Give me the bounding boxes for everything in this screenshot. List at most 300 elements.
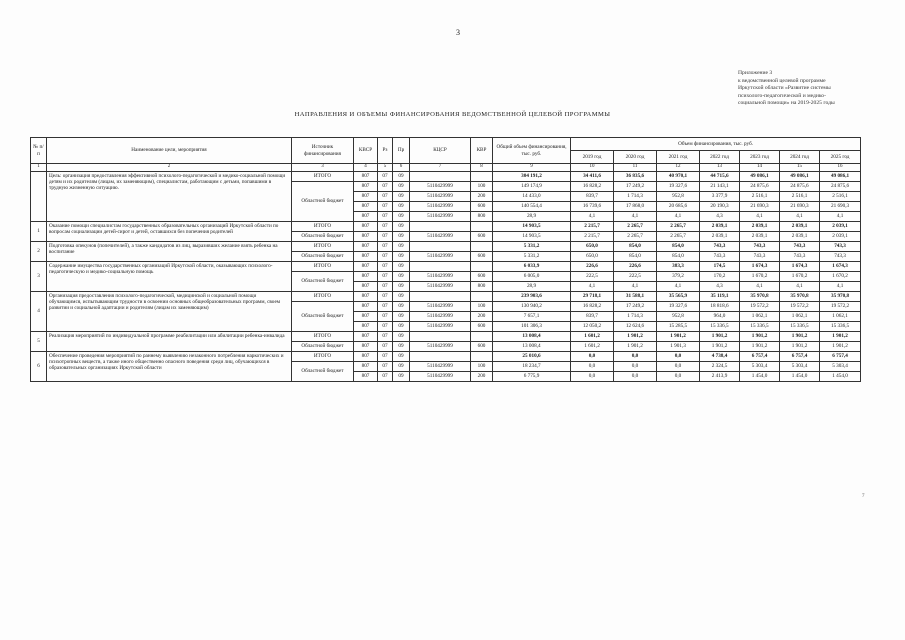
year-value-cell: 4,1: [571, 212, 614, 222]
total-cell: 140 554,4: [493, 202, 571, 212]
year-value-cell: 34 411,6: [571, 172, 614, 182]
year-value-cell: 2 039,1: [740, 222, 780, 232]
year-value-cell: 35 970,8: [740, 292, 780, 302]
rz-cell: 07: [378, 212, 393, 222]
kvsr-cell: 807: [354, 362, 378, 372]
year-value-cell: 2 039,1: [740, 232, 780, 242]
total-cell: 5 331,2: [493, 252, 571, 262]
kvr-cell: 600: [471, 272, 493, 282]
appendix-line: к ведомственной целевой программе: [738, 77, 826, 84]
year-value-cell: 0,0: [614, 362, 657, 372]
year-value-cell: 4,1: [571, 282, 614, 292]
kcsr-cell: 5110429999: [410, 272, 471, 282]
year-value-cell: 0,0: [614, 372, 657, 382]
year-value-cell: 15 336,5: [780, 322, 820, 332]
year-value-cell: 4,1: [740, 282, 780, 292]
column-number-row: [31, 164, 861, 172]
year-value-cell: 17 868,0: [614, 202, 657, 212]
pr-cell: 09: [393, 172, 410, 182]
year-value-cell: 839,7: [571, 312, 614, 322]
year-value-cell: 743,3: [740, 252, 780, 262]
year-value-cell: 35 565,9: [657, 292, 700, 302]
total-cell: 6 775,9: [493, 372, 571, 382]
year-value-cell: 854,0: [614, 242, 657, 252]
header-year: 2025 год: [820, 151, 861, 164]
header-source: Источник финансирования: [292, 138, 354, 164]
year-value-cell: 35 970,8: [780, 292, 820, 302]
kvsr-cell: 807: [354, 342, 378, 352]
kvsr-cell: 807: [354, 192, 378, 202]
pr-cell: 09: [393, 332, 410, 342]
year-value-cell: 1 670,2: [740, 272, 780, 282]
kvr-cell: 200: [471, 192, 493, 202]
year-value-cell: 16 828,2: [571, 182, 614, 192]
kvsr-cell: 807: [354, 322, 378, 332]
year-value-cell: 650,0: [571, 252, 614, 262]
year-value-cell: 19 572,2: [740, 302, 780, 312]
header-name: Наименование цели, мероприятия: [47, 138, 292, 164]
header-year: 2020 год: [614, 151, 657, 164]
year-value-cell: 49 086,1: [820, 172, 861, 182]
funding-source: ИТОГО: [292, 262, 354, 272]
rz-cell: 07: [378, 202, 393, 212]
total-cell: 6 005,0: [493, 272, 571, 282]
year-value-cell: 15 336,5: [820, 322, 861, 332]
column-number: 11: [614, 164, 657, 172]
total-cell: 149 174,9: [493, 182, 571, 192]
kvsr-cell: 807: [354, 352, 378, 362]
year-value-cell: 49 086,1: [740, 172, 780, 182]
total-cell: 28,9: [493, 282, 571, 292]
column-number: 9: [493, 164, 571, 172]
total-cell: 13 008,4: [493, 342, 571, 352]
header-kvsr: КВСР: [354, 138, 378, 164]
year-value-cell: 31 588,1: [614, 292, 657, 302]
kvsr-cell: 807: [354, 262, 378, 272]
row-number: 2: [31, 242, 47, 262]
year-value-cell: 379,2: [657, 272, 700, 282]
appendix-line: психолого-педагогической и медико-: [738, 92, 826, 99]
rz-cell: 07: [378, 242, 393, 252]
year-value-cell: 2 215,7: [571, 222, 614, 232]
year-value-cell: 226,6: [614, 262, 657, 272]
year-value-cell: 1 901,2: [614, 332, 657, 342]
kcsr-cell: [410, 352, 471, 362]
year-value-cell: 24 875,6: [780, 182, 820, 192]
column-number: 10: [571, 164, 614, 172]
year-value-cell: 1 601,2: [571, 342, 614, 352]
year-value-cell: 4,1: [820, 282, 861, 292]
year-value-cell: 19 572,2: [780, 302, 820, 312]
column-number: 7: [410, 164, 471, 172]
year-value-cell: 2 516,1: [740, 192, 780, 202]
year-value-cell: 2 039,1: [820, 232, 861, 242]
header-year: 2023 год: [740, 151, 780, 164]
table-row: [31, 242, 861, 252]
header-year: 2022 год: [700, 151, 740, 164]
year-value-cell: 15 336,5: [740, 322, 780, 332]
pr-cell: 09: [393, 342, 410, 352]
column-number: 8: [471, 164, 493, 172]
kvr-cell: [471, 292, 493, 302]
year-value-cell: 1 454,0: [820, 372, 861, 382]
total-cell: 14 903,5: [493, 222, 571, 232]
kvsr-cell: 807: [354, 292, 378, 302]
funding-source: ИТОГО: [292, 172, 354, 182]
kvr-cell: 600: [471, 322, 493, 332]
column-number: 3: [292, 164, 354, 172]
year-value-cell: 5 303,4: [780, 362, 820, 372]
year-value-cell: 170,2: [700, 272, 740, 282]
year-value-cell: 2 413,9: [700, 372, 740, 382]
year-value-cell: 1 901,2: [780, 342, 820, 352]
funding-source: Областной бюджет: [292, 232, 354, 242]
year-value-cell: 0,0: [657, 352, 700, 362]
funding-source: Областной бюджет: [292, 302, 354, 332]
total-cell: 28,9: [493, 212, 571, 222]
rz-cell: 07: [378, 312, 393, 322]
table-row: [31, 172, 861, 182]
year-value-cell: 4,1: [657, 212, 700, 222]
pr-cell: 09: [393, 292, 410, 302]
year-value-cell: 4,1: [657, 282, 700, 292]
total-cell: 130 940,2: [493, 302, 571, 312]
kcsr-cell: 5110429999: [410, 182, 471, 192]
kvr-cell: 100: [471, 182, 493, 192]
kcsr-cell: 5110429999: [410, 252, 471, 262]
measure-name: Организация предоставления психолого-педагогической, медицинской и социальной помощи обучающимся, испытывающим трудности в освоении основных общеобразовательных программ, своем развитии и социальной адаптации и родителям (лицам их заменяющим): [47, 292, 292, 332]
year-value-cell: 17 249,2: [614, 302, 657, 312]
year-value-cell: 3 377,9: [700, 192, 740, 202]
rz-cell: 07: [378, 232, 393, 242]
year-value-cell: 36 835,6: [614, 172, 657, 182]
measure-name: Содержание имущества государственных организаций Иркутской области, оказывающих психолого-педагогическую и медико-социальную помощь: [47, 262, 292, 292]
year-value-cell: 4,1: [740, 212, 780, 222]
year-value-cell: 854,0: [657, 252, 700, 262]
year-value-cell: 2 215,7: [571, 232, 614, 242]
year-value-cell: 6 757,4: [740, 352, 780, 362]
year-value-cell: 964,0: [700, 312, 740, 322]
rz-cell: 07: [378, 272, 393, 282]
year-value-cell: 2 039,1: [700, 222, 740, 232]
kvsr-cell: 807: [354, 252, 378, 262]
year-value-cell: 1 714,3: [614, 312, 657, 322]
rz-cell: 07: [378, 352, 393, 362]
table-row: [31, 222, 861, 232]
year-value-cell: 1 670,2: [780, 272, 820, 282]
year-value-cell: 0,0: [571, 352, 614, 362]
kvr-cell: 800: [471, 282, 493, 292]
year-value-cell: 0,0: [571, 362, 614, 372]
kvr-cell: 800: [471, 212, 493, 222]
kvr-cell: 100: [471, 362, 493, 372]
pr-cell: 09: [393, 212, 410, 222]
kvr-cell: [471, 222, 493, 232]
kvsr-cell: 807: [354, 222, 378, 232]
funding-source: ИТОГО: [292, 222, 354, 232]
year-value-cell: 1 901,2: [740, 342, 780, 352]
kcsr-cell: [410, 172, 471, 182]
year-value-cell: 19 572,2: [820, 302, 861, 312]
year-value-cell: 15 285,5: [657, 322, 700, 332]
year-value-cell: 2 516,1: [820, 192, 861, 202]
kvsr-cell: 807: [354, 172, 378, 182]
year-value-cell: 4,1: [780, 282, 820, 292]
year-value-cell: 15 336,5: [700, 322, 740, 332]
total-cell: 13 008,4: [493, 332, 571, 342]
year-value-cell: 12 050,2: [571, 322, 614, 332]
year-value-cell: 743,3: [820, 242, 861, 252]
appendix-note: [738, 70, 888, 108]
year-value-cell: 1 901,2: [820, 332, 861, 342]
header-total: Общий объем финансирования, тыс. руб.: [493, 138, 571, 164]
total-cell: 304 191,2: [493, 172, 571, 182]
year-value-cell: 1 901,2: [700, 342, 740, 352]
year-value-cell: 1 454,0: [740, 372, 780, 382]
pr-cell: 09: [393, 272, 410, 282]
year-value-cell: 1 454,0: [780, 372, 820, 382]
year-value-cell: 2 039,1: [700, 232, 740, 242]
year-value-cell: 49 086,1: [780, 172, 820, 182]
kvsr-cell: 807: [354, 242, 378, 252]
rz-cell: 07: [378, 262, 393, 272]
year-value-cell: 952,8: [657, 312, 700, 322]
kvsr-cell: 807: [354, 182, 378, 192]
year-value-cell: 1 670,2: [820, 272, 861, 282]
year-value-cell: 226,6: [571, 262, 614, 272]
row-number: 4: [31, 292, 47, 332]
kvr-cell: [471, 242, 493, 252]
year-value-cell: 1 714,3: [614, 192, 657, 202]
measure-name: Реализация мероприятий по индивидуальной программе реабилитации или абилитации ребенка-инвалида: [47, 332, 292, 352]
row-number: 5: [31, 332, 47, 352]
year-value-cell: 839,7: [571, 192, 614, 202]
header-rz: Рз: [378, 138, 393, 164]
measure-name: Обеспечение проведения мероприятий по раннему выявлению незаконного потребления наркотических и психотропных веществ, а также иного общественно опасного поведения среди лиц, обучающихся в образовательных организациях Иркутской области: [47, 352, 292, 382]
kvr-cell: 600: [471, 232, 493, 242]
kvsr-cell: 807: [354, 232, 378, 242]
kcsr-cell: 5110429999: [410, 192, 471, 202]
year-value-cell: 743,3: [700, 252, 740, 262]
funding-source: ИТОГО: [292, 332, 354, 342]
column-number: 6: [393, 164, 410, 172]
year-value-cell: 4,1: [780, 212, 820, 222]
year-value-cell: 2 265,7: [614, 222, 657, 232]
kcsr-cell: 5110429999: [410, 232, 471, 242]
total-cell: 14 903,5: [493, 232, 571, 242]
funding-source: Областной бюджет: [292, 342, 354, 352]
rz-cell: 07: [378, 322, 393, 332]
pr-cell: 09: [393, 242, 410, 252]
year-value-cell: 2 039,1: [780, 232, 820, 242]
year-value-cell: 174,5: [700, 262, 740, 272]
year-value-cell: 743,3: [820, 252, 861, 262]
year-value-cell: 1 674,3: [780, 262, 820, 272]
pr-cell: 09: [393, 202, 410, 212]
kvsr-cell: 807: [354, 302, 378, 312]
column-number: 1: [31, 164, 47, 172]
header-year: 2019 год: [571, 151, 614, 164]
year-value-cell: 20 190,3: [700, 202, 740, 212]
funding-source: ИТОГО: [292, 292, 354, 302]
total-cell: 5 331,2: [493, 242, 571, 252]
funding-source: ИТОГО: [292, 352, 354, 362]
year-value-cell: 1 901,2: [657, 332, 700, 342]
pr-cell: 09: [393, 352, 410, 362]
table-row: [31, 262, 861, 272]
year-value-cell: 19 327,6: [657, 302, 700, 312]
column-number: 12: [657, 164, 700, 172]
year-value-cell: 40 970,1: [657, 172, 700, 182]
column-number: 4: [354, 164, 378, 172]
appendix-line: Приложение 3: [738, 70, 773, 76]
year-value-cell: 16 739,6: [571, 202, 614, 212]
kvsr-cell: 807: [354, 212, 378, 222]
year-value-cell: 2 039,1: [820, 222, 861, 232]
kcsr-cell: 5110429999: [410, 372, 471, 382]
rz-cell: 07: [378, 182, 393, 192]
page-mark: 7: [862, 494, 865, 499]
column-number: 15: [780, 164, 820, 172]
header-kvr: КВР: [471, 138, 493, 164]
rz-cell: 07: [378, 292, 393, 302]
year-value-cell: 17 249,2: [614, 182, 657, 192]
kvsr-cell: 807: [354, 312, 378, 322]
measure-name: Оказание помощи специалистам государственных образовательных организаций Иркутской области по вопросам социализации детей-сирот и детей, оставшихся без попечения родителей: [47, 222, 292, 242]
year-value-cell: 2 265,7: [657, 232, 700, 242]
pr-cell: 09: [393, 312, 410, 322]
funding-source: Областной бюджет: [292, 252, 354, 262]
year-value-cell: 1 901,2: [700, 332, 740, 342]
row-number: [31, 172, 47, 222]
year-value-cell: 383,3: [657, 262, 700, 272]
funding-source: ИТОГО: [292, 242, 354, 252]
column-number: 5: [378, 164, 393, 172]
year-value-cell: 1 062,1: [740, 312, 780, 322]
kvr-cell: [471, 332, 493, 342]
year-value-cell: 21 690,3: [820, 202, 861, 212]
year-value-cell: 0,0: [657, 372, 700, 382]
year-value-cell: 24 875,6: [740, 182, 780, 192]
header-volume: Объем финансирования, тыс. руб.: [571, 138, 861, 151]
measure-name: Подготовка опекунов (попечителей), а также кандидатов из лиц, выразивших желание взять ребенка на воспитание: [47, 242, 292, 262]
kcsr-cell: [410, 262, 471, 272]
rz-cell: 07: [378, 192, 393, 202]
kcsr-cell: 5110429999: [410, 312, 471, 322]
kcsr-cell: 5110429999: [410, 362, 471, 372]
year-value-cell: 1 901,2: [820, 342, 861, 352]
year-value-cell: 222,5: [614, 272, 657, 282]
year-value-cell: 4 738,4: [700, 352, 740, 362]
page-number: 3: [456, 28, 460, 37]
pr-cell: 09: [393, 282, 410, 292]
year-value-cell: 6 757,4: [820, 352, 861, 362]
year-value-cell: 1 901,2: [780, 332, 820, 342]
kvr-cell: 600: [471, 252, 493, 262]
row-number: 3: [31, 262, 47, 292]
column-number: 2: [47, 164, 292, 172]
document-title: НАПРАВЛЕНИЯ И ОБЪЕМЫ ФИНАНСИРОВАНИЯ ВЕДОМСТВЕННОЙ ЦЕЛЕВОЙ ПРОГРАММЫ: [294, 111, 611, 118]
financing-table: [30, 137, 861, 382]
rz-cell: 07: [378, 252, 393, 262]
kcsr-cell: 5110429999: [410, 342, 471, 352]
rz-cell: 07: [378, 172, 393, 182]
rz-cell: 07: [378, 342, 393, 352]
year-value-cell: 20 685,6: [657, 202, 700, 212]
year-value-cell: 18 818,6: [700, 302, 740, 312]
total-cell: 101 306,3: [493, 322, 571, 332]
year-value-cell: 0,0: [657, 362, 700, 372]
year-value-cell: 1 901,2: [614, 342, 657, 352]
kvsr-cell: 807: [354, 372, 378, 382]
header-year: 2021 год: [657, 151, 700, 164]
total-cell: 6 033,9: [493, 262, 571, 272]
pr-cell: 09: [393, 252, 410, 262]
header-year: 2024 год: [780, 151, 820, 164]
year-value-cell: 854,0: [657, 242, 700, 252]
year-value-cell: 6 757,4: [780, 352, 820, 362]
rz-cell: 07: [378, 222, 393, 232]
year-value-cell: 44 715,6: [700, 172, 740, 182]
pr-cell: 09: [393, 262, 410, 272]
year-value-cell: 2 265,7: [614, 232, 657, 242]
pr-cell: 09: [393, 192, 410, 202]
kcsr-cell: [410, 242, 471, 252]
kcsr-cell: [410, 222, 471, 232]
year-value-cell: 743,3: [740, 242, 780, 252]
year-value-cell: 4,1: [820, 212, 861, 222]
year-value-cell: 21 690,3: [780, 202, 820, 212]
kvr-cell: 200: [471, 372, 493, 382]
year-value-cell: 743,3: [780, 242, 820, 252]
year-value-cell: 1 901,2: [740, 332, 780, 342]
rz-cell: 07: [378, 362, 393, 372]
year-value-cell: 2 516,1: [780, 192, 820, 202]
kvr-cell: 600: [471, 202, 493, 212]
column-number: 13: [700, 164, 740, 172]
year-value-cell: 21 690,3: [740, 202, 780, 212]
year-value-cell: 4,3: [700, 282, 740, 292]
year-value-cell: 743,3: [700, 242, 740, 252]
year-value-cell: 19 327,6: [657, 182, 700, 192]
year-value-cell: 24 875,6: [820, 182, 861, 192]
year-value-cell: 0,0: [571, 372, 614, 382]
year-value-cell: 35 119,1: [700, 292, 740, 302]
kvr-cell: 100: [471, 302, 493, 312]
rz-cell: 07: [378, 372, 393, 382]
year-value-cell: 952,8: [657, 192, 700, 202]
year-value-cell: 21 143,1: [700, 182, 740, 192]
year-value-cell: 1 674,3: [740, 262, 780, 272]
header-kcsr: КЦСР: [410, 138, 471, 164]
year-value-cell: 2 039,1: [780, 222, 820, 232]
measure-name: Цель: организация предоставления эффективной психолого-педагогической и медико-социальной помощи детям и их родителям (лицам, их заменяющим), специалистам, работающим с детьми, попавшими в трудную жизненную ситуацию.: [47, 172, 292, 222]
total-cell: 25 010,6: [493, 352, 571, 362]
kcsr-cell: [410, 292, 471, 302]
funding-source: Областной бюджет: [292, 272, 354, 292]
rz-cell: 07: [378, 332, 393, 342]
total-cell: 239 903,6: [493, 292, 571, 302]
year-value-cell: 2 265,7: [657, 222, 700, 232]
appendix-line: социальной помощи» на 2019-2025 годы: [738, 100, 835, 107]
kvsr-cell: 807: [354, 282, 378, 292]
total-cell: 14 433,0: [493, 192, 571, 202]
header-pr: Пр: [393, 138, 410, 164]
year-value-cell: 1 062,1: [820, 312, 861, 322]
column-number: 14: [740, 164, 780, 172]
year-value-cell: 35 970,8: [820, 292, 861, 302]
header-num: № п/п: [31, 138, 47, 164]
